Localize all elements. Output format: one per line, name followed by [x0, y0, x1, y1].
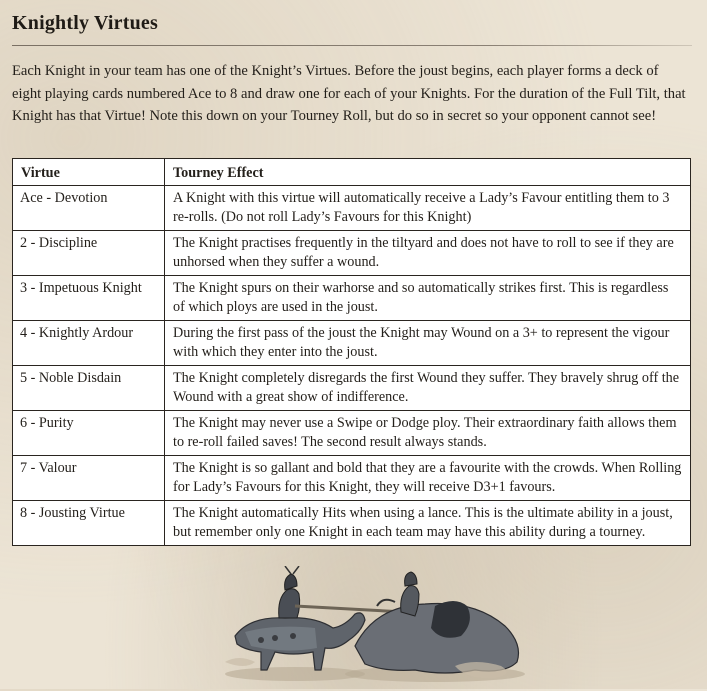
virtue-cell: Ace - Devotion — [13, 186, 165, 231]
jousting-knights-icon — [205, 566, 535, 686]
virtue-cell: 5 - Noble Disdain — [13, 366, 165, 411]
header-virtue: Virtue — [13, 159, 165, 186]
table-row — [13, 186, 691, 231]
effect-cell: The Knight may never use a Swipe or Dodge ploy. Their extraordinary faith allows them to re-roll failed saves! The second result always stands. — [165, 411, 691, 456]
page-title: Knightly Virtues — [12, 12, 158, 34]
effect-cell: The Knight automatically Hits when using a lance. This is the ultimate ability in a joust, but remember only one Knight in each team may have this ability during a tourney. — [165, 501, 691, 546]
effect-cell: The Knight practises frequently in the tiltyard and does not have to roll to see if they are unhorsed when they suffer a wound. — [165, 231, 691, 276]
effect-cell: The Knight is so gallant and bold that they are a favourite with the crowds. When Rolling for Lady’s Favours for this Knight, they will receive D3+1 favours. — [165, 456, 691, 501]
table-header-row — [13, 159, 691, 186]
effect-cell: The Knight completely disregards the first Wound they suffer. They bravely shrug off the Wound with a great show of indifference. — [165, 366, 691, 411]
table-row — [13, 411, 691, 456]
table-row — [13, 276, 691, 321]
virtue-cell: 4 - Knightly Ardour — [13, 321, 165, 366]
effect-cell: During the first pass of the joust the Knight may Wound on a 3+ to represent the vigour with which they enter into the joust. — [165, 321, 691, 366]
table-row — [13, 366, 691, 411]
title-divider — [12, 45, 692, 46]
table-row — [13, 501, 691, 546]
virtue-cell: 6 - Purity — [13, 411, 165, 456]
virtue-cell: 7 - Valour — [13, 456, 165, 501]
effect-cell: A Knight with this virtue will automatically receive a Lady’s Favour entitling them to 3 re-rolls. (Do not roll Lady’s Favours for this Knight) — [165, 186, 691, 231]
virtue-cell: 3 - Impetuous Knight — [13, 276, 165, 321]
table-row — [13, 231, 691, 276]
header-effect: Tourney Effect — [165, 159, 691, 186]
effect-cell: The Knight spurs on their warhorse and so automatically strikes first. This is regardless of which ploys are used in the joust. — [165, 276, 691, 321]
intro-paragraph: Each Knight in your team has one of the Knight’s Virtues. Before the joust begins, each player forms a deck of eight playing cards numbered Ace to 8 and draw one for each of your Knights. For the duration of the Full Tilt, that Knight has that Virtue! Note this down on your Tourney Roll, but do so in secret so your opponent cannot see! — [12, 63, 686, 124]
virtue-cell: 8 - Jousting Virtue — [13, 501, 165, 546]
jousting-knights-illustration — [205, 566, 535, 686]
table-row — [13, 456, 691, 501]
table-row — [13, 321, 691, 366]
virtues-table — [12, 158, 691, 546]
virtue-cell: 2 - Discipline — [13, 231, 165, 276]
